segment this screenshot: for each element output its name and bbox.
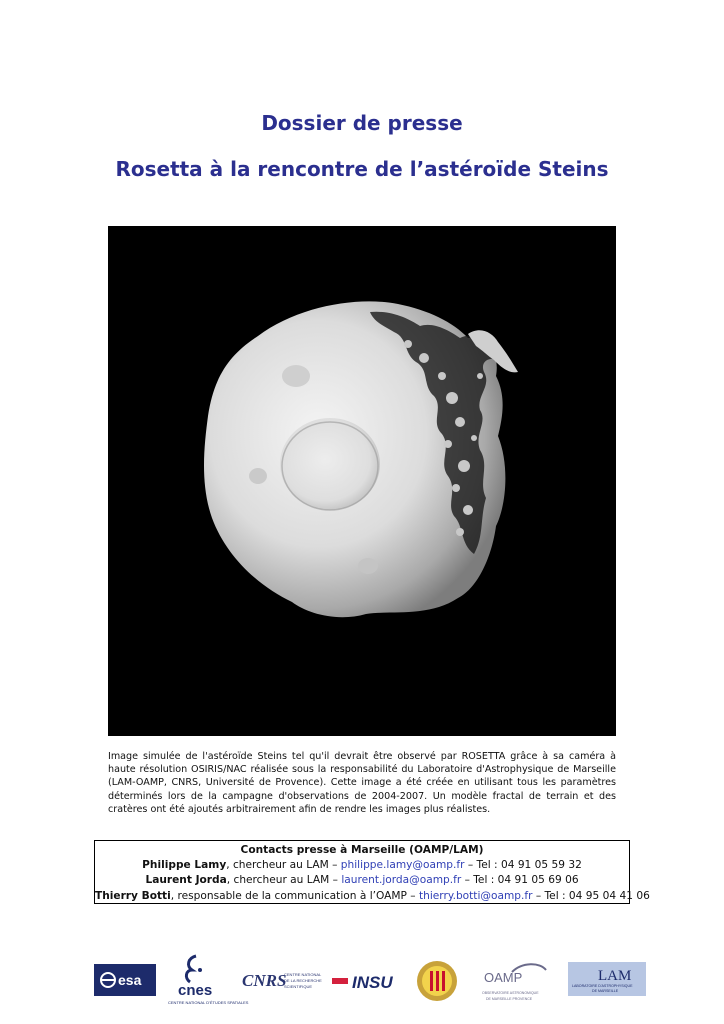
partner-logos <box>90 952 650 1012</box>
contact-name: Laurent Jorda <box>145 874 227 887</box>
contact-role: , chercheur au LAM – <box>226 874 342 887</box>
oamp-logo <box>478 958 556 1004</box>
cnrs-logo-subtitle: SCIENTIFIQUE <box>284 984 313 989</box>
contact-email-link[interactable]: philippe.lamy@oamp.fr <box>340 859 465 872</box>
lam-logo-subtitle: DE MARSEILLE <box>592 989 619 993</box>
contact-row <box>95 889 650 904</box>
contact-email-link[interactable]: thierry.botti@oamp.fr <box>418 889 533 902</box>
contact-tel: – Tel : 04 91 05 59 32 <box>464 859 582 872</box>
cnrs-logo-text: CNRS <box>242 971 287 990</box>
university-seal-logo <box>416 960 458 1002</box>
page-subtitle: Rosetta à la rencontre de l’astéroïde Steins <box>115 157 609 181</box>
cnrs-logo <box>242 962 324 1002</box>
contact-name: Philippe Lamy <box>142 859 227 872</box>
lam-logo-subtitle: LABORATOIRE D'ASTROPHYSIQUE <box>572 984 633 988</box>
insu-logo <box>332 966 404 996</box>
cnes-logo <box>168 952 249 1006</box>
contact-row <box>95 873 629 888</box>
asteroid-illustration <box>108 226 616 736</box>
oamp-logo-text: OAMP <box>484 970 523 985</box>
contact-role: , chercheur au LAM – <box>226 859 341 872</box>
asteroid-image <box>108 226 616 736</box>
image-caption: Image simulée de l'astéroïde Steins tel qu'il devrait être observé par ROSETTA grâce à sa caméra à haute résolution OSIRIS/NAC réalisée sous la responsabilité du Laboratoire d'Astrophysique de Marseille (LAM-OAMP, CNRS, Université de Provence). Cette image a été créée en utilisant tous les paramètres déterminés lors de la campagne d'observations de 2004-2007. Un modèle fractal de terrain et des cratères ont été ajoutés arbitrairement afin de rendre les images plus réalistes. <box>108 751 616 815</box>
cnes-logo-subtitle: CENTRE NATIONAL D'ÉTUDES SPATIALES <box>168 1000 249 1005</box>
oamp-logo-subtitle: OBSERVATOIRE ASTRONOMIQUE <box>482 991 539 995</box>
contact-name: Thierry Botti <box>95 889 171 902</box>
lam-logo-text: LAM <box>598 968 632 984</box>
cnes-logo-text: cnes <box>178 982 213 999</box>
contact-tel: – Tel : 04 95 04 41 06 <box>532 889 650 902</box>
contacts-heading: Contacts presse à Marseille (OAMP/LAM) <box>240 844 484 856</box>
oamp-logo-subtitle: DE MARSEILLE PROVENCE <box>486 997 533 1001</box>
cnrs-logo-subtitle: DE LA RECHERCHE <box>284 978 322 983</box>
contact-row <box>95 858 629 873</box>
cnrs-logo-subtitle: CENTRE NATIONAL <box>284 972 322 977</box>
lam-logo <box>568 962 646 996</box>
page-title: Dossier de presse <box>261 111 463 135</box>
contact-email-link[interactable]: laurent.jorda@oamp.fr <box>341 874 462 887</box>
esa-logo <box>94 964 156 996</box>
esa-logo-text: esa <box>118 972 142 988</box>
insu-logo-text: INSU <box>352 973 393 992</box>
press-contacts-box <box>94 840 650 904</box>
contact-tel: – Tel : 04 91 05 69 06 <box>461 874 579 887</box>
contact-role: , responsable de la communication à l’OAMP – <box>170 889 419 902</box>
